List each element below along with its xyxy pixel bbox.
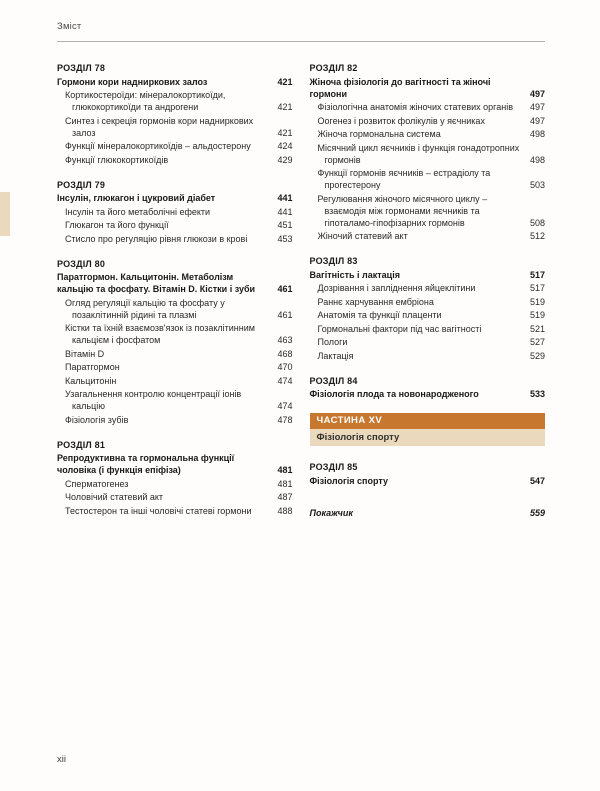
chapter-title-row <box>310 388 546 400</box>
chapter-page-number: 461 <box>277 284 293 294</box>
entry-page-number: 487 <box>277 492 293 502</box>
chapter-title: Фізіологія плода та новонародженого <box>309 389 479 399</box>
entry-title: Вітамін D <box>65 348 105 359</box>
toc-entry <box>310 101 546 113</box>
entry-page-number: 512 <box>529 231 545 241</box>
entry-page-number: 441 <box>277 206 293 217</box>
entry-title: Глюкагон та його функції <box>65 220 169 230</box>
toc-entry <box>57 297 293 321</box>
toc-entry <box>310 336 546 348</box>
entry-title: Фізіологічна анатомія жіночих статевих органів <box>317 102 513 112</box>
entry-title: Кістки та їхній взаємозв'язок із позаклітинним кальцієм і фосфатом <box>65 323 255 345</box>
toc-entry <box>310 167 546 191</box>
chapter-title-row <box>57 271 293 295</box>
entry-title: Кальцитонін <box>65 375 117 386</box>
toc-column-left <box>57 62 293 520</box>
toc-entry <box>57 115 293 139</box>
toc-entry <box>310 350 546 362</box>
toc-entry <box>57 154 293 166</box>
toc-entry <box>310 296 546 308</box>
toc-entry <box>57 361 293 373</box>
chapter-title: Інсулін, глюкагон і цукровий діабет <box>57 193 216 203</box>
chapter-title: Вагітність і лактація <box>309 269 400 280</box>
chapter-page-number: 497 <box>529 88 545 99</box>
entry-page-number: 519 <box>529 296 545 307</box>
entry-page-number: 498 <box>529 129 545 139</box>
toc-entry <box>310 230 546 242</box>
toc-entry <box>310 309 546 321</box>
toc-section <box>310 461 546 487</box>
toc-entry <box>57 219 293 231</box>
page-edge-tab <box>0 192 10 236</box>
toc-entry <box>57 140 293 152</box>
entry-title: Анатомія та функції плаценти <box>317 310 442 320</box>
toc-entry <box>57 388 293 412</box>
toc-entry <box>310 128 546 140</box>
chapter-title: Фізіологія спорту <box>309 475 388 486</box>
chapter-title: Репродуктивна та гормональна функції чоловіка (і функція епіфіза) <box>57 453 235 475</box>
toc-entry <box>57 414 293 426</box>
index-title: Покажчик <box>309 507 353 518</box>
entry-page-number: 468 <box>277 348 293 359</box>
entry-page-number: 478 <box>277 414 293 425</box>
header-rule <box>57 41 545 42</box>
chapter-label: РОЗДІЛ 83 <box>309 256 358 266</box>
chapter-title-row <box>57 76 293 88</box>
entry-page-number: 481 <box>277 478 293 489</box>
entry-title: Раннє харчування ембріона <box>317 296 434 307</box>
chapter-title-row <box>310 269 546 281</box>
entry-title: Тестостерон та інші чоловічі статеві гормони <box>65 505 252 516</box>
toc-entry <box>57 206 293 218</box>
entry-page-number: 508 <box>529 217 545 228</box>
toc-entry <box>310 115 546 127</box>
entry-title: Лактація <box>317 350 354 361</box>
entry-page-number: 424 <box>277 141 293 151</box>
toc-entry <box>57 505 293 517</box>
entry-title: Оогенез і розвиток фолікулів у яєчниках <box>317 115 485 126</box>
chapter-label: РОЗДІЛ 82 <box>309 63 358 73</box>
chapter-label: РОЗДІЛ 80 <box>57 258 106 269</box>
toc-entry <box>57 233 293 245</box>
chapter-title: Гормони кори надниркових залоз <box>57 76 208 87</box>
entry-title: Гормональні фактори під час вагітності <box>317 323 482 334</box>
toc-entry <box>310 323 546 335</box>
entry-page-number: 529 <box>529 350 545 361</box>
entry-title: Узагальнення контролю концентрації іонів кальцію <box>65 389 242 411</box>
entry-page-number: 421 <box>277 127 293 138</box>
running-head: Зміст <box>57 21 82 32</box>
toc-entry <box>57 491 293 503</box>
entry-page-number: 497 <box>529 102 545 112</box>
entry-title: Чоловічий статевий акт <box>65 492 164 502</box>
toc-entry <box>310 193 546 229</box>
entry-title: Функції гормонів яєчників – естрадіолу та прогестерону <box>317 168 491 190</box>
toc-entry <box>310 142 546 166</box>
entry-page-number: 488 <box>277 505 293 516</box>
chapter-label: РОЗДІЛ 79 <box>57 179 106 190</box>
part-label: ЧАСТИНА XV <box>310 413 546 429</box>
toc-entry <box>57 478 293 490</box>
index-page-number: 559 <box>529 507 545 518</box>
entry-title: Огляд регуляції кальцію та фосфату у позаклітинній рідині та плазмі <box>65 297 225 320</box>
toc-section <box>310 62 546 242</box>
chapter-title-row <box>310 475 546 487</box>
part-title: Фізіологія спорту <box>310 429 546 446</box>
entry-page-number: 503 <box>529 180 545 190</box>
chapter-label: РОЗДІЛ 84 <box>309 375 358 386</box>
chapter-page-number: 441 <box>277 193 293 203</box>
toc-columns <box>57 62 545 520</box>
toc-section <box>57 179 293 245</box>
entry-title: Функції глюкокортикоїдів <box>65 154 169 165</box>
entry-page-number: 517 <box>529 283 545 293</box>
entry-title: Синтез і секреція гормонів кори надниркових залоз <box>65 115 254 138</box>
chapter-page-number: 547 <box>529 475 545 486</box>
page-content <box>57 0 545 791</box>
toc-section <box>310 375 546 401</box>
chapter-page-number: 481 <box>277 465 293 475</box>
entry-title: Інсулін та його метаболічні ефекти <box>65 206 211 217</box>
entry-page-number: 461 <box>277 309 293 320</box>
chapter-title: Жіноча фізіологія до вагітності та жіночі гормони <box>309 76 491 99</box>
toc-entry <box>57 348 293 360</box>
chapter-label: РОЗДІЛ 85 <box>309 462 358 472</box>
entry-title: Регулювання жіночого місячного циклу – взаємодія між гормонами яєчників та гіпоталамо-гіпофізарних гормонів <box>317 193 488 228</box>
toc-section <box>57 439 293 517</box>
entry-title: Кортикостероїди: мінералокортикоїди, глюкокортикоїди та андрогени <box>65 90 226 112</box>
entry-title: Сперматогенез <box>65 478 129 489</box>
entry-page-number: 453 <box>277 233 293 244</box>
entry-page-number: 497 <box>529 115 545 126</box>
entry-title: Функції мінералокортикоїдів – альдостерону <box>65 141 251 151</box>
chapter-title: Паратгормон. Кальцитонін. Метаболізм кальцію та фосфату. Вітамін D. Кістки і зуби <box>57 272 256 294</box>
toc-entry <box>57 375 293 387</box>
toc-section <box>57 258 293 426</box>
chapter-page-number: 421 <box>277 76 293 87</box>
entry-title: Фізіологія зубів <box>65 414 129 425</box>
chapter-page-number: 517 <box>529 269 545 280</box>
entry-page-number: 451 <box>277 220 293 230</box>
page-number: xii <box>57 754 66 765</box>
entry-title: Пологи <box>317 337 348 347</box>
part-banner <box>310 413 546 446</box>
entry-page-number: 519 <box>529 310 545 320</box>
toc-entry <box>57 322 293 346</box>
entry-page-number: 429 <box>277 154 293 165</box>
chapter-title-row <box>310 76 546 100</box>
chapter-page-number: 533 <box>529 389 545 399</box>
entry-title: Стисло про регуляцію рівня глюкози в крові <box>65 233 248 244</box>
chapter-title-row <box>57 452 293 476</box>
entry-title: Жіноча гормональна система <box>317 129 441 139</box>
entry-title: Дозрівання і запліднення яйцеклітини <box>317 283 476 293</box>
toc-entry <box>57 89 293 113</box>
entry-page-number: 421 <box>277 102 293 112</box>
entry-page-number: 527 <box>529 337 545 347</box>
entry-page-number: 474 <box>277 375 293 386</box>
chapter-title-row <box>57 192 293 204</box>
toc-column-right <box>310 62 546 520</box>
entry-page-number: 470 <box>277 362 293 372</box>
entry-title: Місячний цикл яєчників і функція гонадотропних гормонів <box>317 142 520 165</box>
entry-page-number: 474 <box>277 401 293 411</box>
entry-title: Жіночий статевий акт <box>317 231 408 241</box>
chapter-label: РОЗДІЛ 78 <box>57 63 106 73</box>
entry-page-number: 463 <box>277 335 293 345</box>
entry-page-number: 521 <box>529 323 545 334</box>
toc-entry <box>310 282 546 294</box>
index-entry <box>310 507 546 519</box>
toc-section <box>310 255 546 362</box>
entry-page-number: 498 <box>529 154 545 165</box>
chapter-label: РОЗДІЛ 81 <box>57 439 106 450</box>
toc-section <box>57 62 293 166</box>
entry-title: Паратгормон <box>65 362 120 372</box>
